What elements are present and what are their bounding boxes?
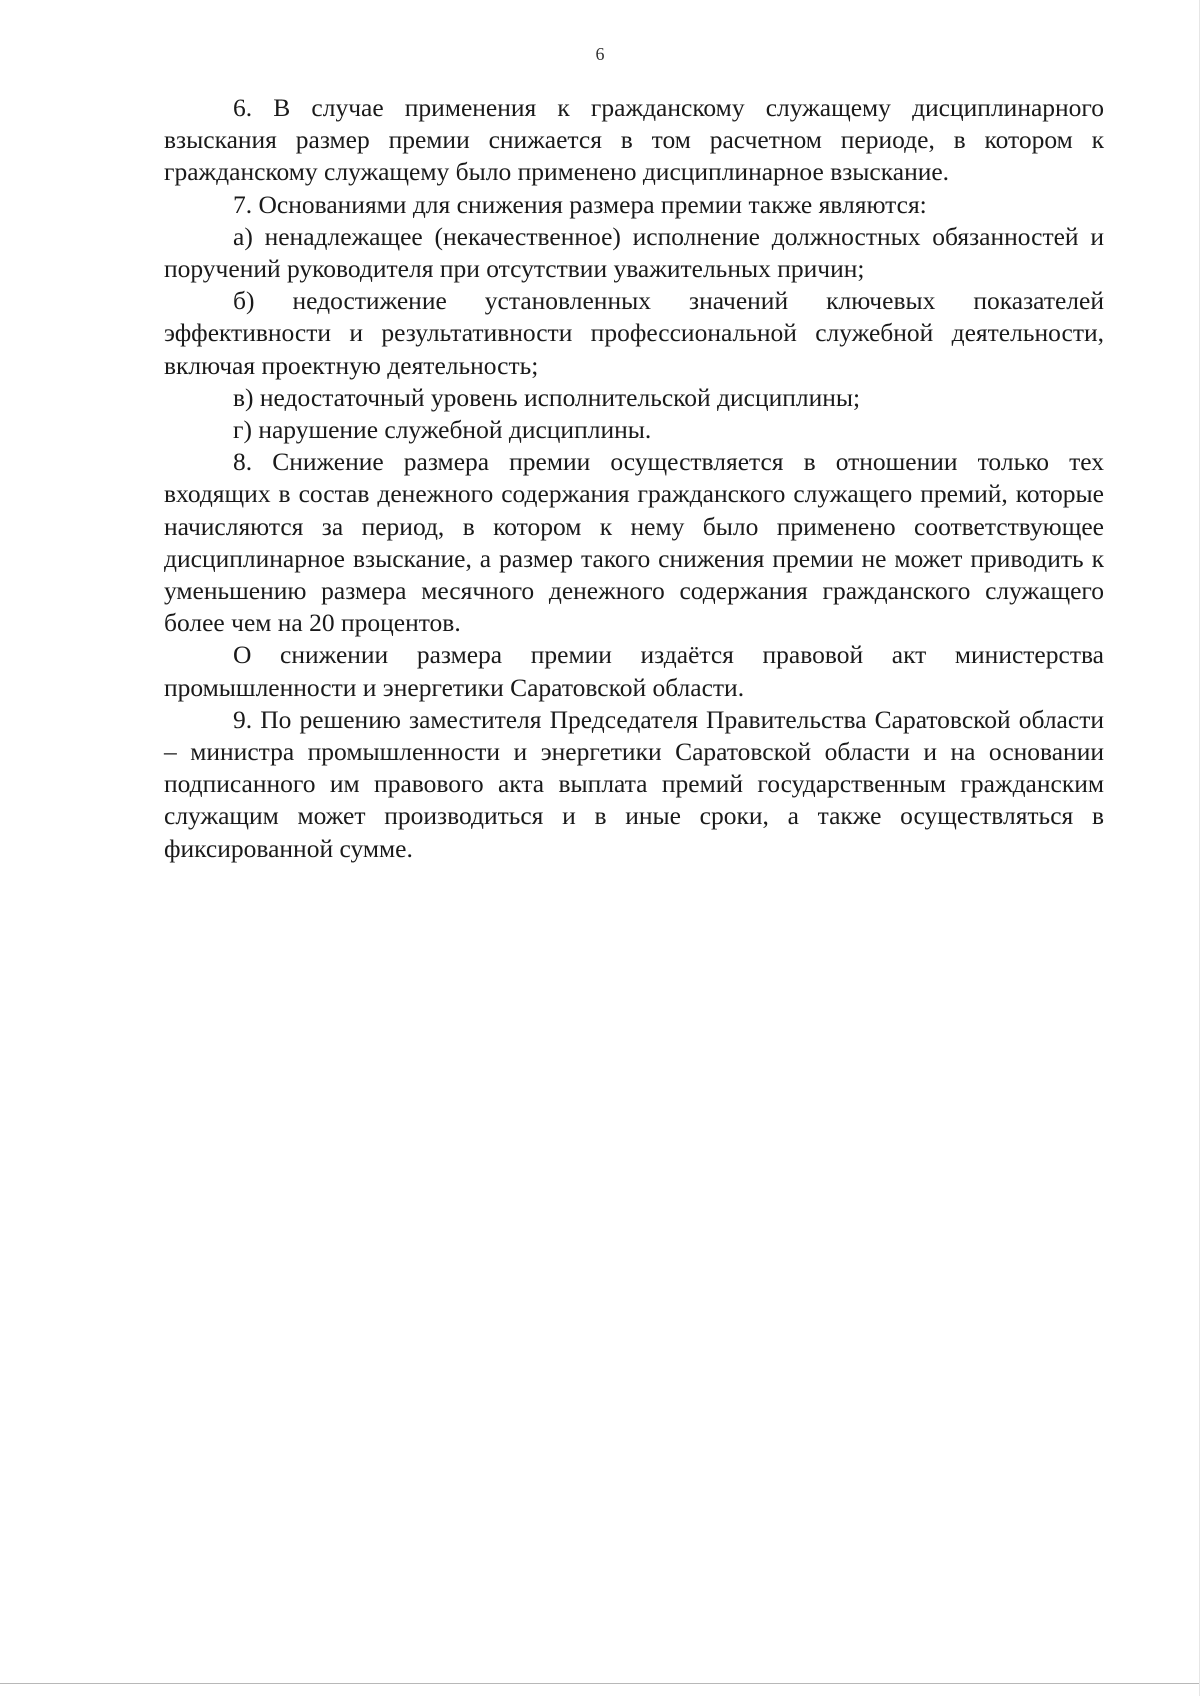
- paragraph-7a: а) ненадлежащее (некачественное) исполнение должностных обязанностей и поручений руководителя при отсутствии уважительных причин;: [164, 221, 1104, 284]
- document-body: [164, 92, 1104, 865]
- paragraph-8-note: О снижении размера премии издаётся правовой акт министерства промышленности и энергетики Саратовской области.: [164, 640, 1104, 702]
- paragraph-7: 7. Основаниями для снижения размера премии также являются:: [233, 189, 927, 219]
- paragraph-7b: б) недостижение установленных значений ключевых показателей эффективности и результативности профессиональной служебной деятельности, включая проектную деятельность;: [164, 286, 1104, 380]
- paragraph-8: 8. Снижение размера премии осуществляется в отношении только тех входящих в состав денежного содержания гражданского служащего премий, которые начисляются за период, в котором к нему было применено соответствующее дисциплинарное взыскание, а размер такого снижения премии не может приводить к уменьшению размера месячного денежного содержания гражданского служащего более чем на 20 процентов.: [164, 447, 1104, 638]
- paragraph-7g: г) нарушение служебной дисциплины.: [233, 415, 652, 445]
- page-number: 6: [595, 44, 605, 64]
- paragraph-9: 9. По решению заместителя Председателя Правительства Саратовской области – министра промышленности и энергетики Саратовской области и на основании подписанного им правового акта выплата премий государственным гражданским служащим может производиться и в иные сроки, а также осуществляться в фиксированной сумме.: [164, 704, 1104, 863]
- paragraph-6: 6. В случае применения к гражданскому служащему дисциплинарного взыскания размер премии снижается в том расчетном периоде, в котором к гражданскому служащему было применено дисциплинарное взыскание.: [164, 93, 1104, 187]
- scan-bottom-edge: [0, 1683, 1200, 1684]
- paragraph-7v: в) недостаточный уровень исполнительской дисциплины;: [233, 382, 861, 412]
